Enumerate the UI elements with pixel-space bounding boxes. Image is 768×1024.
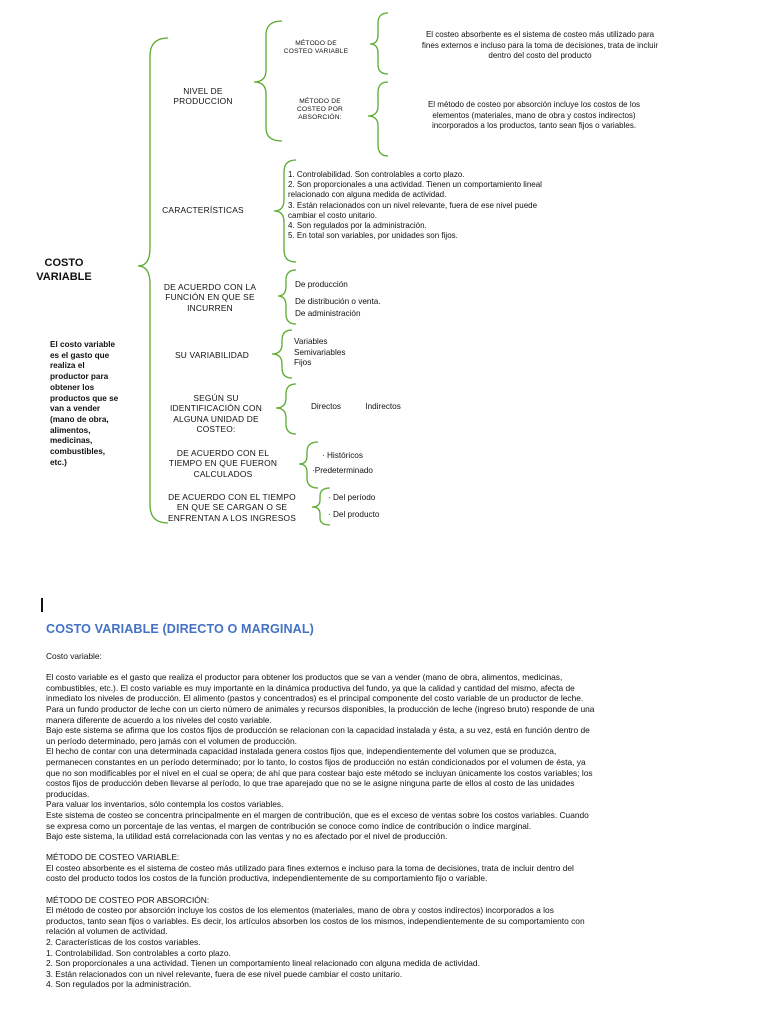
list-item: relacionado con alguna medida de actividad. [288,190,447,200]
list-item: · Del período [328,493,376,502]
body-line: Este sistema de costeo se concentra principalmente en el margen de contribución, que es el exceso de ventas sobre los costos variables. Cuando [46,809,589,820]
variable-paragraph [46,863,726,884]
leaf-funcion-list [295,280,415,320]
branch-identificacion [164,393,268,435]
branch-label-line: MÉTODO DE [295,40,337,47]
branch-label-line: SEGÚN SU [193,393,239,403]
body-line: producidas. [46,788,90,799]
body-line: inmediato los niveles de producción. El alimento (pastos y concentrados) es el principal componente del costo variable de un productor de leche. [46,693,584,704]
list-item: cambiar el costo unitario. [288,210,377,220]
body-line: El costeo absorbente es el sistema de costeo más utilizado para fines externos e incluso para la toma de decisiones, trata de incluir dentro del [46,862,574,873]
variabilidad-brace [272,330,292,378]
list-item: · Históricos [322,451,363,460]
branch-label-line: IDENTIFICACIÓN CON [169,403,262,414]
branch-label-line: DE ACUERDO CON EL TIEMPO [168,492,296,502]
branch-label-line: DE ACUERDO CON LA [163,282,257,292]
body-line: Bajo este sistema se afirma que los costos fijos de producción se relacionan con la capacidad instalada y ésta, a su vez, está en función dentro de [46,725,590,736]
list-item: ·Predeterminado [312,465,373,475]
definition-line: realiza el [50,361,85,371]
list-item: 1. Controlabilidad. Son controlables a corto plazo. [288,170,465,179]
absorcion-brace [368,82,388,156]
leaf-metodo-variable-text [392,30,688,62]
document-body[interactable] [46,651,726,990]
list-item: 3. Están relacionados con un nivel relevante, fuera de ese nivel puede [288,200,538,210]
list-item: De distribución o venta. [295,296,381,306]
list-item: 2. Son proporcionales a una actividad. Tienen un comportamiento lineal [288,180,542,190]
variable-heading: MÉTODO DE COSTEO VARIABLE: [46,852,180,863]
branch-variabilidad: SU VARIABILIDAD [174,350,250,360]
definition-line: obtener los [50,382,95,392]
leaf-calculados-list [312,451,412,476]
body-line: que no son modificables por el nivel en el cual se opera; de ahí que para costear bajo este método se incluyan únicamente los costos variables; los [46,767,593,778]
root-title-line-2: VARIABLE [36,271,92,283]
leaf-line: El costeo absorbente es el sistema de costeo más utilizado para [425,30,655,39]
body-line: 2. Características de los costos variables. [46,937,201,948]
body-line: 1. Controlabilidad. Son controlables a corto plazo. [46,947,231,958]
leaf-line: incorporados a los productos, tanto sean fijos o variables. [431,121,637,131]
leaf-line: fines externos e incluso para la toma de decisiones, trata de incluir [421,40,659,50]
absorcion-paragraph [46,905,726,990]
body-line: costos fijos de producción deben llevarse al período, lo que trae aparejado que no se le asigne ninguna parte de ellos al costo de las unidades [46,778,575,789]
document-title: COSTO VARIABLE (DIRECTO O MARGINAL) [46,622,314,636]
list-item: Semivariables [294,347,346,357]
absorcion-heading: MÉTODO DE COSTEO POR ABSORCIÓN: [46,894,210,905]
branch-label-line: COSTEO POR [297,106,343,114]
definition-line: alimentos, [50,425,91,435]
body-line: El hecho de contar con una determinada capacidad instalada genera costos fijos que, independientemente del volumen que se produzca, [46,746,557,757]
branch-metodo-variable [276,40,356,56]
leaf-line: elementos (materiales, mano de obra y costos indirectos) [432,110,636,120]
branch-label-line: ABSORCIÓN: [298,114,342,122]
body-line: Bajo este sistema, la utilidad está correlacionada con las ventas y no es afectado por el nivel de producción. [46,831,448,842]
list-item: Variables [294,337,328,346]
body-line: Para un fundo productor de leche con un cierto número de animales y recursos disponibles, la producción de leche (ingreso bruto) responde de una [46,703,595,714]
branch-label-line: NIVEL DE [183,86,223,96]
definition-line: combustibles, [50,447,106,457]
branch-label-line: COSTEO: [196,424,236,435]
body-line: El costo variable es el gasto que realiza el productor para obtener los productos que se van a vender (mano de obra, alimentos, medicinas, [46,672,563,683]
identificacion-brace [276,384,296,434]
body-line: permanecen constantes en un período determinado; por lo tanto, lo costos fijos de producción no están condicionados por el volumen de ésta, ya [46,756,586,767]
body-line: productos, tanto sean fijos o variables. Es decir, los artículos absorben los costos de los mismos, independientemente de su comportamiento con [46,915,585,926]
list-item: Directos [311,402,342,411]
body-line: un período determinado, pero jamás con el volumen de producción. [46,735,297,746]
branch-label-line: CALCULADOS [193,468,253,479]
branch-label-line: FUNCIÓN EN QUE SE [165,292,255,303]
branch-label-line: MÉTODO DE [299,98,341,105]
body-line: combustibles, etc.). El costo variable es muy importante en la dinámica productiva del fundo, ya que la calidad y cantidad del mismo, afecta de [46,682,575,693]
root-title [24,256,104,284]
root-title-line-1: COSTO [44,257,84,269]
list-item: 4. Son regulados por la administración. [288,221,427,231]
list-item: 5. En total son variables, por unidades son fijos. [288,231,458,241]
body-paragraph [46,672,726,842]
branch-nivel-produccion [160,86,246,107]
body-line: 3. Están relacionados con un nivel relevante, fuera de ese nivel puede cambiar el costo unitario. [46,968,403,979]
body-line: 4. Son regulados por la administración. [46,979,192,990]
branch-label-line: ENFRENTAN A LOS INGRESOS [168,512,296,523]
definition-line: van a vender [50,404,101,414]
list-item: Indirectos [365,402,401,411]
root-definition [50,340,140,468]
text-cursor[interactable] [41,598,43,612]
leaf-identificacion-list [311,402,431,413]
definition-line: El costo variable [50,340,116,349]
body-line: costo del producto todos los costos de la función productiva, independientemente de su comportamiento fijo o variable. [46,873,488,884]
branch-label-line: ALGUNA UNIDAD DE [173,413,259,424]
definition-line: etc.) [50,457,67,467]
branch-tiempo-calculados [160,448,286,479]
definition-line: productos que se [50,393,119,403]
leaf-variabilidad-list [294,337,394,369]
branch-funcion [158,282,262,313]
branch-tiempo-ingresos [158,492,306,523]
body-line: 2. Son proporcionales a una actividad. Tienen un comportamiento lineal relacionado con alguna medida de actividad. [46,958,480,969]
leaf-line: El método de costeo por absorción incluye los costos de los [427,100,641,109]
list-item: · Del producto [328,509,380,519]
branch-label-line: COSTEO VARIABLE [283,48,349,56]
leaf-metodo-absorcion-text [396,100,672,132]
definition-line: (mano de obra, [50,414,109,424]
branch-label-line: PRODUCCION [173,96,233,107]
definition-line: es el gasto que [50,350,110,360]
branch-label-line: EN QUE SE CARGAN O SE [176,502,288,513]
variable-brace [370,13,388,74]
intro-label: Costo variable: [46,651,102,661]
definition-line: medicinas, [50,436,93,446]
list-item: De producción [295,280,348,289]
funcion-brace [278,270,296,324]
body-line: Para valuar los inventarios, sólo contempla los costos variables. [46,799,284,810]
branch-metodo-absorcion [282,98,358,123]
list-item: De administración [295,309,361,318]
branch-label-line: DE ACUERDO CON EL [176,448,270,458]
body-line: se expresa como un porcentaje de las ventas, el margen de contribución se conoce como índice de contribución o índice marginal. [46,820,532,831]
branch-label-line: INCURREN [187,302,233,313]
leaf-caracteristicas-list [288,170,588,241]
branch-label-line: TIEMPO EN QUE FUERON [168,458,278,469]
list-item: Fijos [294,358,312,367]
nivel-brace [254,21,282,141]
body-line: relación al volumen de actividad. [46,926,168,937]
body-line: manera diferente de acuerdo a los niveles del costo variable. [46,714,272,725]
definition-line: productor para [50,372,109,382]
body-line: El método de costeo por absorción incluye los costos de los elementos (materiales, mano de obra y costos indirectos) incorporados a los [46,905,554,916]
branch-caracteristicas: CARACTERÍSTICAS [162,205,244,215]
leaf-line: dentro del costo del producto [488,51,592,61]
leaf-ingresos-list [328,493,428,520]
